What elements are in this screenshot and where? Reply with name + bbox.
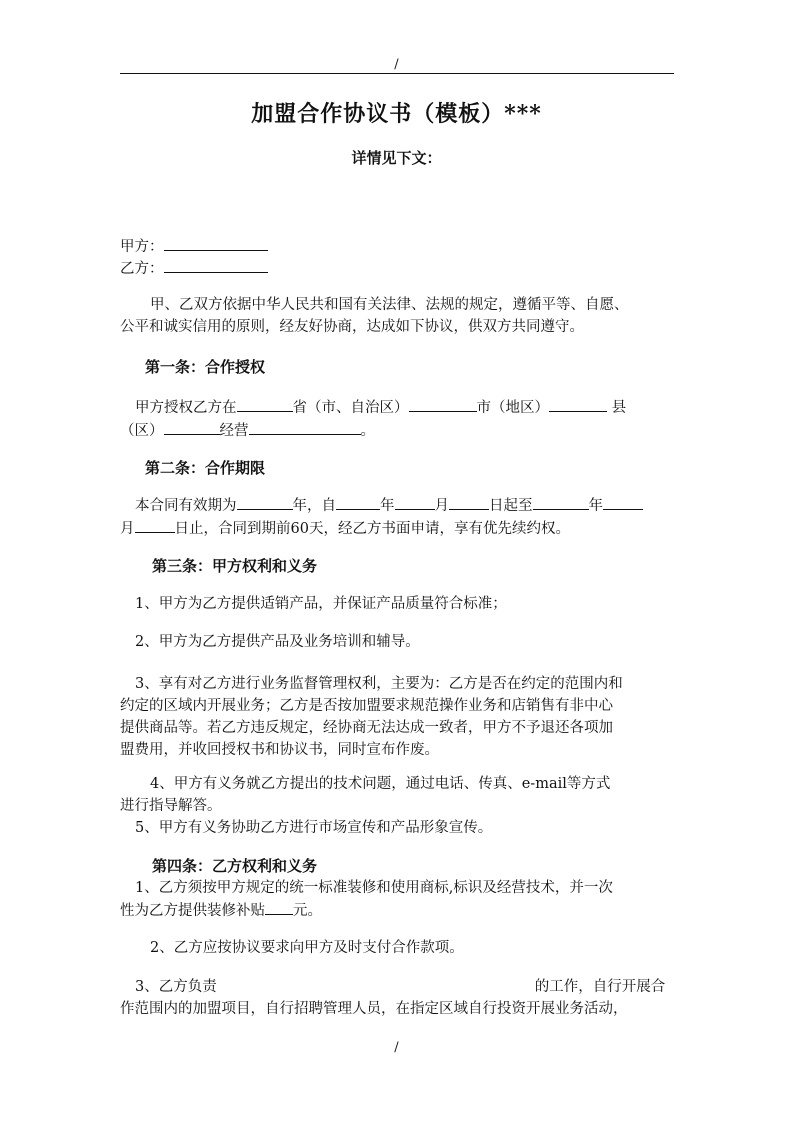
- subsidy-amount-blank: [265, 899, 293, 915]
- party-a-label: 甲方：: [120, 239, 164, 255]
- article-1-text: 县: [611, 400, 627, 416]
- article-1-line: [120, 396, 676, 419]
- header-mark: /: [394, 57, 399, 72]
- end-year-blank: [533, 494, 589, 510]
- footer-mark: /: [394, 1040, 399, 1055]
- party-a-line: [120, 235, 676, 258]
- article-1-line: [120, 419, 676, 442]
- article-1-text: 省（市、自治区）: [292, 400, 409, 416]
- article-4-item-1-line: [120, 899, 676, 922]
- end-day-blank: [135, 517, 175, 533]
- article-3-item-4-line: 进行指导解答。: [120, 798, 222, 814]
- article-3-item-1: 1、甲方为乙方提供适销产品，并保证产品质量符合标准；: [135, 596, 507, 612]
- article-4-heading: 第四条：乙方权利和义务: [152, 857, 318, 875]
- province-blank: [237, 396, 293, 412]
- article-4-text: 3、乙方负责: [135, 979, 217, 995]
- article-4-item-1: [120, 877, 676, 922]
- city-blank: [409, 396, 477, 412]
- intro-line: 甲、乙双方依据中华人民共和国有关法律、法规的规定，遵循平等、自愿、: [150, 297, 629, 313]
- article-1-heading: 第一条：合作授权: [145, 358, 266, 376]
- article-2-body: [120, 494, 676, 540]
- article-3-item-5: 5、甲方有义务协助乙方进行市场宣传和产品形象宣传。: [135, 820, 493, 836]
- article-3-heading: 第三条：甲方权利和义务: [152, 557, 318, 575]
- article-2-text: 日起至: [489, 498, 533, 514]
- article-1-body: [120, 396, 676, 442]
- document-title: 加盟合作协议书（模板）***: [251, 101, 542, 127]
- article-4-item-3: [120, 976, 676, 1020]
- intro-line: 公平和诚实信用的原则，经友好协商，达成如下协议，供双方共同遵守。: [120, 319, 584, 335]
- article-2-heading: 第二条：合作期限: [145, 459, 266, 477]
- party-b-line: [120, 257, 676, 280]
- intro-paragraph: [120, 294, 676, 338]
- article-3-item-3-line: 3、享有对乙方进行业务监督管理权利，主要为：乙方是否在约定的范围内和: [135, 676, 623, 692]
- article-1-text: 。: [360, 423, 375, 439]
- article-2-text: 年: [588, 498, 603, 514]
- start-year-blank: [336, 494, 380, 510]
- article-2-text: 日止，合同到期前60天，经乙方书面申请，享有优先续约权。: [174, 521, 570, 537]
- article-4-item-3-line: [120, 976, 676, 998]
- document-subtitle: 详情见下文：: [351, 149, 442, 167]
- article-4-item-3-line: 作范围内的加盟项目，自行招聘管理人员，在指定区域自行投资开展业务活动，: [120, 1001, 628, 1017]
- article-2-line: [120, 494, 676, 517]
- header-rule: [120, 73, 674, 74]
- article-2-text: 月: [120, 521, 135, 537]
- article-1-text: 市（地区）: [476, 400, 549, 416]
- end-month-blank: [603, 494, 643, 510]
- district-blank: [164, 419, 220, 435]
- article-2-text: 年: [380, 498, 395, 514]
- article-3-item-3-line: 提供商品等。若乙方违反规定，经协商无法达成一致者，甲方不予退还各项加: [120, 720, 613, 736]
- article-4-item-1-line: 1、乙方须按甲方规定的统一标准装修和使用商标,标识及经营技术，并一次: [135, 880, 613, 896]
- article-3-item-3: [120, 673, 676, 761]
- article-1-text: 经营: [219, 423, 249, 439]
- party-b-label: 乙方：: [120, 261, 164, 277]
- years-blank: [237, 494, 293, 510]
- article-1-text: （区）: [120, 423, 164, 439]
- article-4-text: 性为乙方提供装修补贴: [120, 903, 265, 919]
- article-2-line: [120, 517, 676, 540]
- article-3-item-4-line: 4、甲方有义务就乙方提出的技术问题，通过电话、传真、e-mail等方式: [150, 776, 611, 792]
- article-3-item-2: 2、甲方为乙方提供产品及业务培训和辅导。: [135, 634, 420, 650]
- article-3-item-3-line: 约定的区域内开展业务；乙方是否按加盟要求规范操作业务和店销售有非中心: [120, 698, 613, 714]
- start-day-blank: [449, 494, 489, 510]
- article-3-item-4: [120, 773, 676, 817]
- start-month-blank: [395, 494, 435, 510]
- party-b-blank: [164, 257, 268, 273]
- article-2-text: 月: [434, 498, 449, 514]
- article-1-text: 甲方授权乙方在: [135, 400, 237, 416]
- article-4-text: 元。: [293, 903, 322, 919]
- party-a-blank: [164, 235, 268, 251]
- article-4-item-2: 2、乙方应按协议要求向甲方及时支付合作款项。: [150, 940, 464, 956]
- article-4-text: 的工作，自行开展合: [534, 979, 666, 995]
- business-scope-blank: [249, 419, 361, 435]
- article-2-text: 本合同有效期为: [135, 498, 237, 514]
- article-3-item-3-line: 盟费用，并收回授权书和协议书，同时宣布作废。: [120, 742, 439, 758]
- article-2-text: 年，自: [292, 498, 336, 514]
- county-blank: [549, 396, 607, 412]
